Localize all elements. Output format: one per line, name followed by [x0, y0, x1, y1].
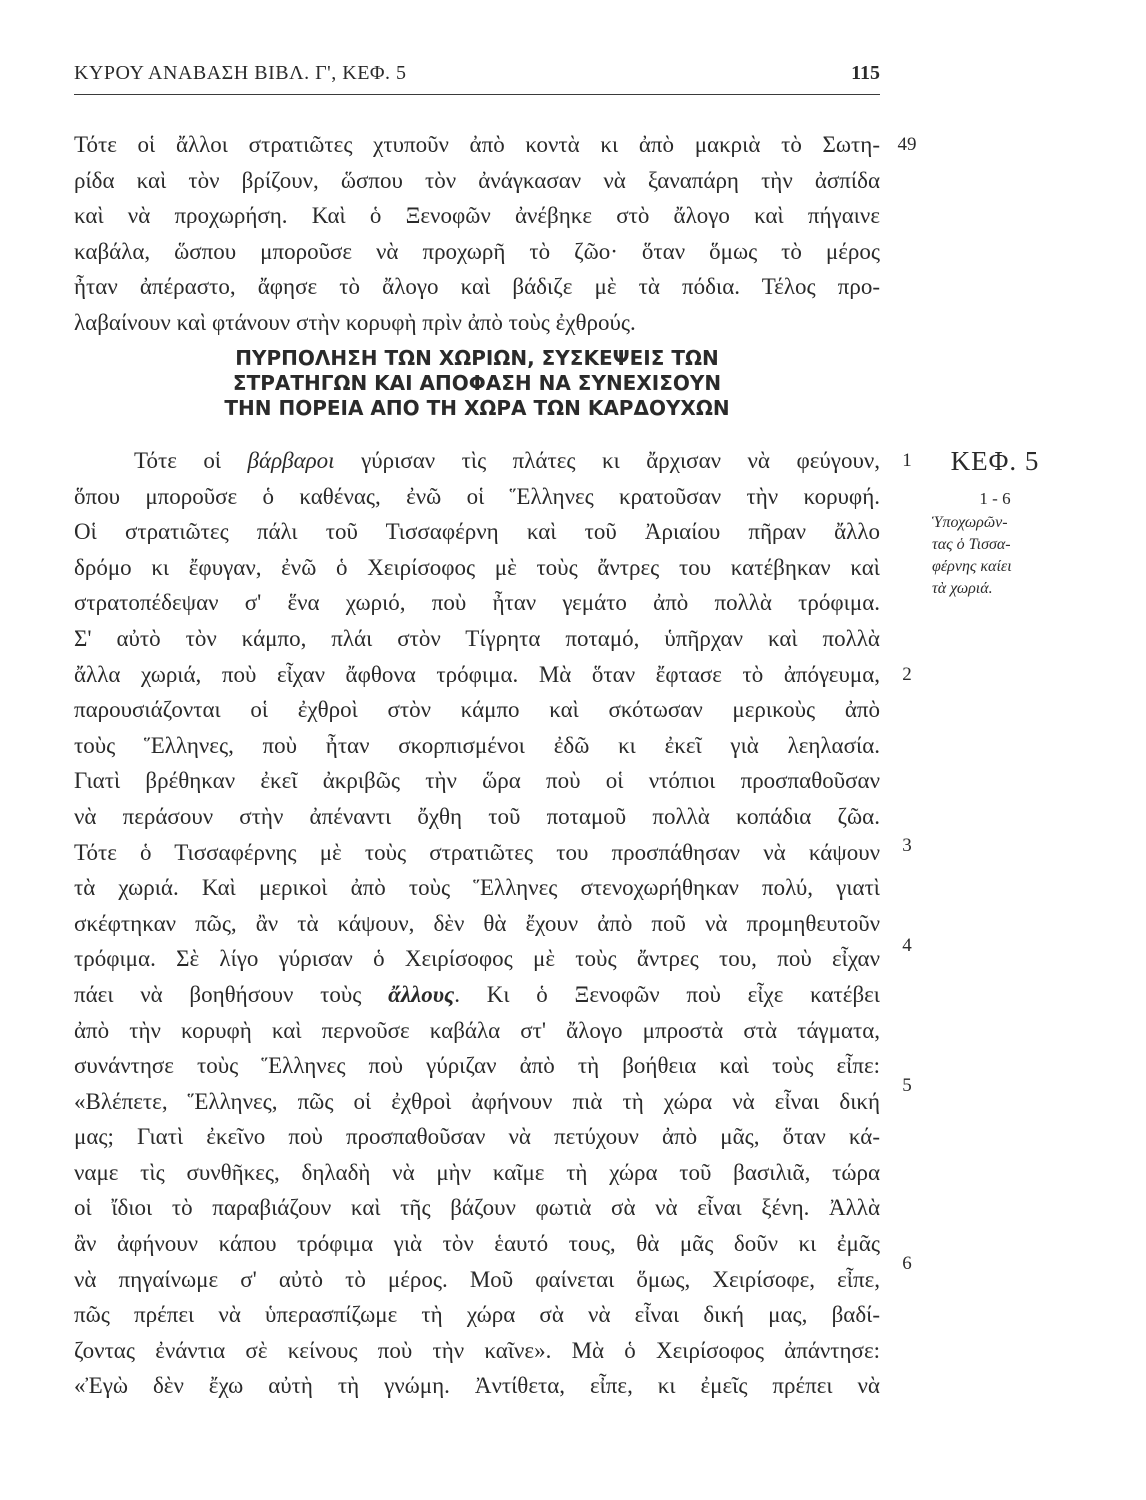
sidenote-summary — [930, 512, 1060, 600]
body-paragraph — [74, 443, 880, 1404]
sidenote-line: τὰ χωριά. — [932, 580, 993, 597]
sidenote-line: Ὑποχωρῶν- — [932, 514, 1008, 531]
text-line: «Ἐγὼ δὲν ἔχω αὐτὴ τὴ γνώμη. Ἀντίθετα, εἶπε, κι ἐμεῖς πρέπει νὰ — [74, 1373, 880, 1399]
text-line: λαβαίνουν καὶ φτάνουν στὴν κορυφὴ πρὶν ἀπὸ τοὺς ἐχθρούς. — [74, 309, 636, 335]
emphasis-word: ἄλλους — [388, 981, 455, 1007]
page-number: 115 — [851, 62, 880, 84]
text-line — [74, 443, 880, 479]
text-line: δρόμο κι ἔφυγαν, ἐνῶ ὁ Χειρίσοφος μὲ τοὺς ἄντρες του κατέβηκαν καὶ — [74, 554, 880, 580]
heading-line: ΠΥΡΠΟΛΗΣΗ ΤΩΝ ΧΩΡΙΩΝ, ΣΥΣΚΕΨΕΙΣ ΤΩΝ — [235, 346, 719, 370]
text-line: τοὺς Ἕλληνες, ποὺ ἦταν σκορπισμένοι ἐδῶ κι ἐκεῖ γιὰ λεηλασία. — [74, 732, 880, 758]
text-line: Σ' αὐτὸ τὸν κάμπο, πλάι στὸν Τίγρητα ποταμό, ὑπῆρχαν καὶ πολλὰ — [74, 625, 880, 651]
text-line: ρίδα καὶ τὸν βρίζουν, ὥσπου τὸν ἀνάγκασαν νὰ ξαναπάρη τὴν ἀσπίδα — [74, 167, 880, 193]
text-line: οἱ ἴδιοι τὸ παραβιάζουν καὶ τῆς βάζουν φωτιὰ σὰ νὰ εἶναι ξένη. Ἀλλὰ — [74, 1195, 880, 1221]
text-fragment: γύρισαν τὶς πλάτες κι ἄρχισαν νὰ φεύγουν, — [334, 448, 880, 473]
page-header — [74, 62, 880, 96]
text-fragment: . Κι ὁ Ξενοφῶν ποὺ εἶχε κατέβει — [454, 981, 880, 1007]
sidenote-line: τας ὁ Τισσα- — [932, 536, 1011, 553]
section-number: 3 — [902, 835, 912, 856]
text-fragment: πάει νὰ βοηθήσουν τοὺς — [74, 981, 389, 1007]
text-line — [74, 977, 880, 1013]
text-line: ἄλλα χωριά, ποὺ εἶχαν ἄφθονα τρόφιμα. Μὰ ὅταν ἔφτασε τὸ ἀπόγευμα, — [74, 661, 880, 687]
text-line: συνάντησε τοὺς Ἕλληνες ποὺ γύριζαν ἀπὸ τὴ βοήθεια καὶ τοὺς εἶπε: — [74, 1053, 880, 1079]
heading-line: ΣΤΡΑΤΗΓΩΝ ΚΑΙ ΑΠΟΦΑΣΗ ΝΑ ΣΥΝΕΧΙΣΟΥΝ — [232, 371, 722, 395]
text-line: στρατοπέδεψαν σ' ἕνα χωριό, ποὺ ἦταν γεμάτο ἀπὸ πολλὰ τρόφιμα. — [74, 590, 880, 616]
sidenote-line: φέρνης καίει — [932, 558, 1012, 575]
text-line: Τότε οἱ ἄλλοι στρατιῶτες χτυποῦν ἀπὸ κοντὰ κι ἀπὸ μακριὰ τὸ Σωτη- — [74, 132, 880, 157]
text-line: καβάλα, ὥσπου μποροῦσε νὰ προχωρῆ τὸ ζῶο· ὅταν ὅμως τὸ μέρος — [74, 238, 880, 264]
heading-line: ΤΗΝ ΠΟΡΕΙΑ ΑΠΟ ΤΗ ΧΩΡΑ ΤΩΝ ΚΑΡΔΟΥΧΩΝ — [224, 396, 730, 420]
text-line: Γιατὶ βρέθηκαν ἐκεῖ ἀκριβῶς τὴν ὥρα ποὺ οἱ ντόπιοι προσπαθοῦσαν — [74, 768, 880, 794]
section-range: 1 - 6 — [979, 489, 1011, 508]
text-line: νὰ περάσουν στὴν ἀπέναντι ὄχθη τοῦ ποταμοῦ πολλὰ κοπάδια ζῶα. — [74, 803, 880, 829]
text-line: σκέφτηκαν πῶς, ἂν τὰ κάψουν, δὲν θὰ ἔχουν ἀπὸ ποῦ νὰ προμηθευτοῦν — [74, 910, 880, 936]
text-line: ἦταν ἀπέραστο, ἄφησε τὸ ἄλογο καὶ βάδιζε μὲ τὰ πόδια. Τέλος προ- — [74, 274, 880, 300]
text-line: ναμε τὶς συνθῆκες, δηλαδὴ νὰ μὴν καῖμε τὴ χώρα τοῦ βασιλιᾶ, τώρα — [74, 1159, 880, 1185]
running-title: ΚΥΡΟΥ ΑΝΑΒΑΣΗ ΒΙΒΛ. Γ', ΚΕΦ. 5 — [74, 62, 407, 84]
section-number: 6 — [902, 1253, 912, 1274]
margin-sidenote — [930, 442, 1060, 600]
text-line: νὰ πηγαίνωμε σ' αὐτὸ τὸ μέρος. Μοῦ φαίνεται ὅμως, Χειρίσοφε, εἶπε, — [74, 1266, 880, 1292]
section-number: 49 — [897, 134, 917, 155]
intro-paragraph — [74, 127, 880, 341]
text-line: ἂν ἀφήνουν κάπου τρόφιμα γιὰ τὸν ἑαυτό τους, θὰ μᾶς δοῦν κι ἐμᾶς — [74, 1231, 880, 1257]
text-line: ζοντας ἐνάντια σὲ κείνους ποὺ τὴν καῖνε». Μὰ ὁ Χειρίσοφος ἀπάντησε: — [74, 1337, 880, 1363]
text-line: Οἱ στρατιῶτες πάλι τοῦ Τισσαφέρνη καὶ τοῦ Ἀριαίου πῆραν ἄλλο — [74, 519, 880, 545]
emphasis-word: βάρβαροι — [247, 448, 335, 473]
text-line: «Βλέπετε, Ἕλληνες, πῶς οἱ ἐχθροὶ ἀφήνουν πιὰ τὴ χώρα νὰ εἶναι δική — [74, 1088, 880, 1114]
text-line: ὅπου μποροῦσε ὁ καθένας, ἐνῶ οἱ Ἕλληνες κρατοῦσαν τὴν κορυφή. — [74, 483, 880, 509]
section-number: 1 — [902, 450, 912, 471]
text-line: Τότε ὁ Τισσαφέρνης μὲ τοὺς στρατιῶτες του προσπάθησαν νὰ κάψουν — [74, 839, 880, 865]
section-number: 4 — [902, 935, 912, 956]
text-line: μας; Γιατὶ ἐκεῖνο ποὺ προσπαθοῦσαν νὰ πετύχουν ἀπὸ μᾶς, ὅταν κά- — [74, 1124, 880, 1150]
header-rule — [74, 94, 880, 95]
chapter-label: ΚΕΦ. 5 — [950, 446, 1040, 476]
text-line: παρουσιάζονται οἱ ἐχθροὶ στὸν κάμπο καὶ σκότωσαν μερικοὺς ἀπὸ — [74, 697, 880, 723]
text-line: καὶ νὰ προχωρήση. Καὶ ὁ Ξενοφῶν ἀνέβηκε στὸ ἄλογο καὶ πήγαινε — [74, 203, 880, 229]
text-line: πῶς πρέπει νὰ ὑπερασπίζωμε τὴ χώρα σὰ νὰ εἶναι δική μας, βαδί- — [74, 1302, 880, 1328]
text-line: ἀπὸ τὴν κορυφὴ καὶ περνοῦσε καβάλα στ' ἄλογο μπροστὰ στὰ τάγματα, — [74, 1017, 880, 1043]
section-number: 2 — [902, 664, 912, 685]
text-line: τὰ χωριά. Καὶ μερικοὶ ἀπὸ τοὺς Ἕλληνες στενοχωρήθηκαν πολύ, γιατὶ — [74, 875, 880, 901]
section-heading — [74, 346, 880, 421]
text-fragment: Τότε οἱ — [134, 448, 248, 473]
section-number: 5 — [902, 1075, 912, 1096]
text-line: τρόφιμα. Σὲ λίγο γύρισαν ὁ Χειρίσοφος μὲ τοὺς ἄντρες του, ποὺ εἶχαν — [74, 946, 880, 972]
